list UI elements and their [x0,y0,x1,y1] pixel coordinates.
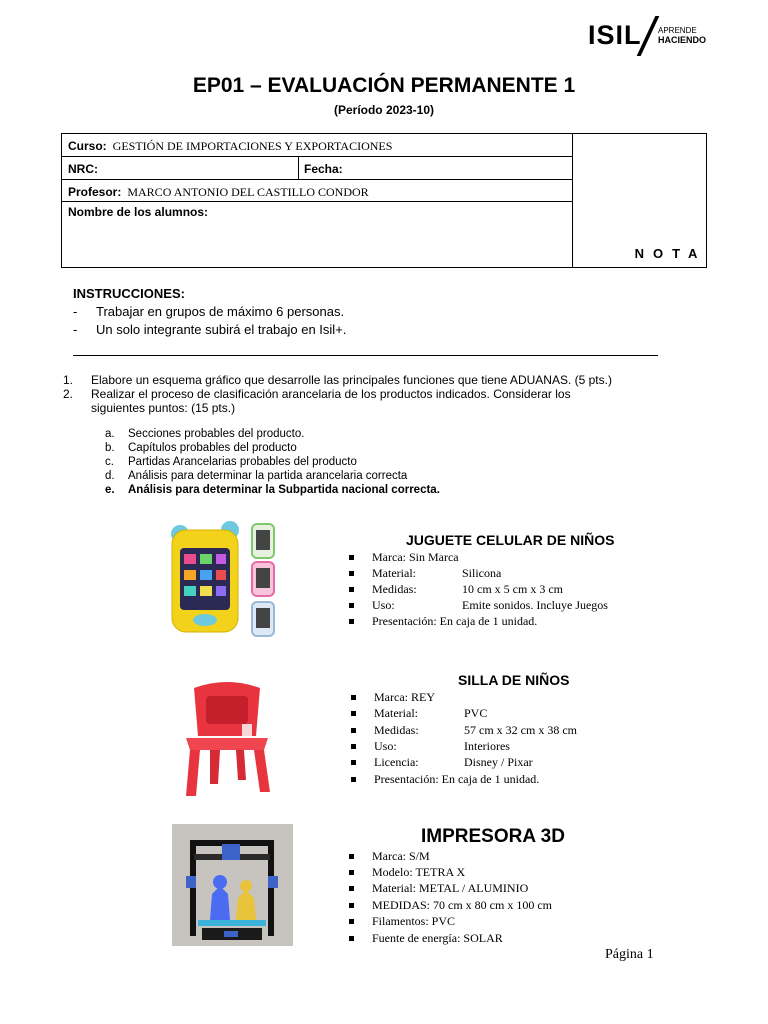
product-2-spec: Licencia: Disney / Pixar [351,755,671,771]
instruction-item: - Un solo integrante subirá el trabajo en Isil+. [73,322,347,337]
nota-label: NOTA [634,246,707,261]
isil-logo [588,16,708,56]
product-3-spec: Filamentos: PVC [349,914,669,930]
sub-item: c. Partidas Arancelarias probables del producto [105,456,357,468]
product-2-spec: Material: PVC [351,706,671,722]
fecha-cell[interactable] [298,157,572,180]
red-chair-image [180,680,275,798]
page-number: Página 1 [605,947,654,962]
product-2-spec: Presentación: En caja de 1 unidad. [351,772,671,788]
instructions-heading: INSTRUCCIONES: [73,286,185,301]
header-table [61,133,707,268]
profesor-cell [62,180,572,202]
sub-item: b. Capítulos probables del producto [105,442,297,454]
instruction-text: Trabajar en grupos de máximo 6 personas. [96,304,345,319]
alumnos-cell[interactable] [62,202,572,267]
product-1-spec: Material: Silicona [349,566,669,582]
product-1-spec: Presentación: En caja de 1 unidad. [349,614,669,630]
nrc-label: NRC: [68,162,98,176]
product-1-title: JUGUETE CELULAR DE NIÑOS [406,532,615,548]
profesor-value: MARCO ANTONIO DEL CASTILLO CONDOR [127,185,369,199]
product-3-spec: Material: METAL / ALUMINIO [349,881,669,897]
profesor-label: Profesor: [68,185,122,199]
logo-tag-2: HACIENDO [658,35,707,45]
product-2-spec: Medidas: 57 cm x 32 cm x 38 cm [351,723,671,739]
curso-cell [62,134,572,157]
sub-item: e. Análisis para determinar la Subpartida nacional correcta. [105,484,440,496]
nrc-cell[interactable] [62,157,298,180]
3d-printer-image [172,824,293,946]
sub-item: d. Análisis para determinar la partida arancelaria correcta [105,470,408,482]
fecha-label: Fecha: [304,162,343,176]
product-3-spec: Modelo: TETRA X [349,865,669,881]
question-2-text: Realizar el proceso de clasificación arancelaria de los productos indicados. Considerar los [91,387,571,401]
product-1-spec: Medidas: 10 cm x 5 cm x 3 cm [349,582,669,598]
toy-phone-image [164,520,284,642]
logo-brand: ISIL [588,20,642,50]
question-2-text-2: siguientes puntos: (15 pts.) [91,401,236,415]
product-1-spec: Marca: Sin Marca [349,550,669,566]
product-2-spec: Marca: REY [351,690,671,706]
product-2-title: SILLA DE NIÑOS [458,672,570,688]
product-3-spec: Marca: S/M [349,849,669,865]
curso-label: Curso: [68,139,107,153]
instruction-item: - Trabajar en grupos de máximo 6 personas. [73,304,345,319]
product-1-spec: Uso: Emite sonidos. Incluye Juegos [349,598,669,614]
product-2-spec: Uso: Interiores [351,739,671,755]
page-title: EP01 – EVALUACIÓN PERMANENTE 1 [192,74,576,97]
logo-tag-1: APRENDE [658,26,697,35]
product-3-spec: Fuente de energía: SOLAR [349,931,669,947]
product-3-title: IMPRESORA 3D [421,826,565,847]
nrc-divider [298,157,299,180]
sub-item: a. Secciones probables del producto. [105,428,305,440]
question-1-text: Elabore un esquema gráfico que desarrolle las principales funciones que tiene ADUANAS. (5 pts.) [91,373,612,387]
instruction-text: Un solo integrante subirá el trabajo en Isil+. [96,322,347,337]
alumnos-label: Nombre de los alumnos: [68,205,209,219]
divider-line [73,355,658,356]
nota-divider [572,134,573,267]
product-3-spec: MEDIDAS: 70 cm x 80 cm x 100 cm [349,898,669,914]
period: (Período 2023-10) [333,103,435,117]
curso-value: GESTIÓN DE IMPORTACIONES Y EXPORTACIONES [112,139,393,153]
